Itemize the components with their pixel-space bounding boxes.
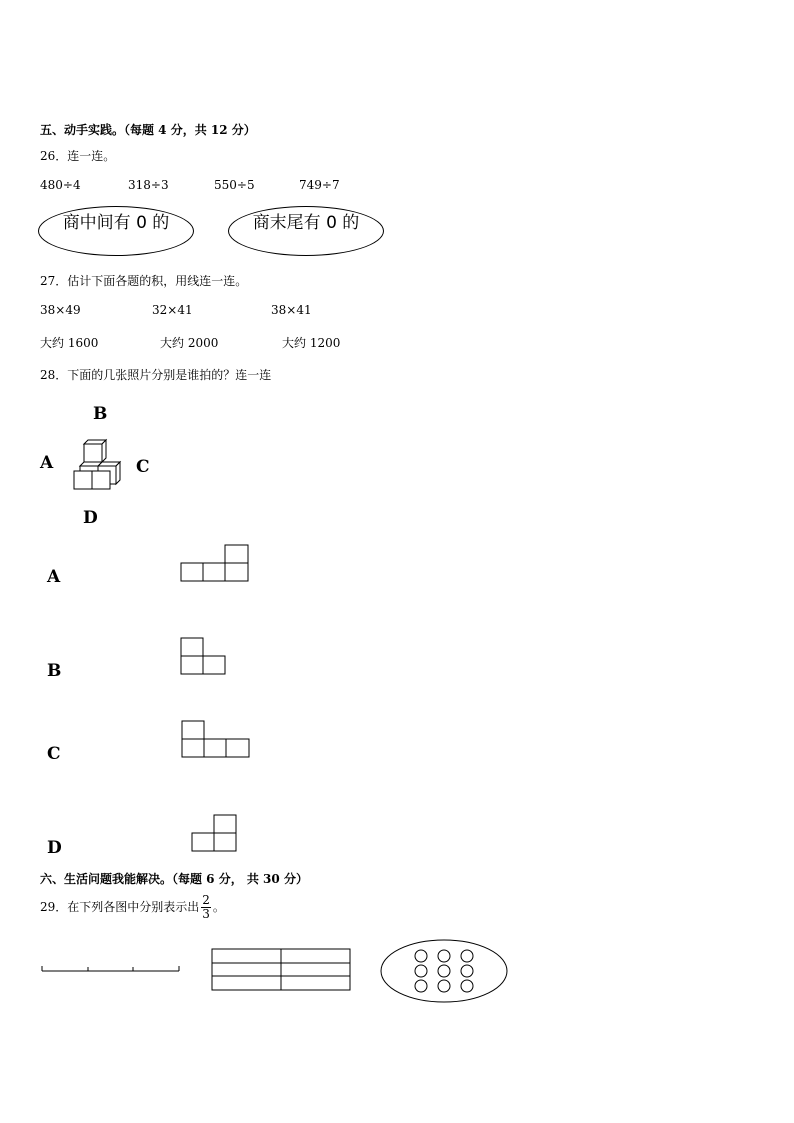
fraction-denominator: 3 xyxy=(202,907,210,921)
division-item-1: 480÷4 xyxy=(40,178,81,192)
question-29-text: 29．在下列各图中分别表示出 xyxy=(40,900,200,914)
fraction-numerator: 2 xyxy=(202,893,210,907)
question-26-stem: 26．连一连。 xyxy=(40,149,116,163)
oval-middle-zero-label: 商中间有 0 的 xyxy=(62,213,170,233)
oval-end-zero-label: 商末尾有 0 的 xyxy=(252,213,360,233)
photo-label-b: B xyxy=(47,661,62,681)
estimate-answer-2: 大约 2000 xyxy=(160,336,219,350)
estimate-answer-3: 大约 1200 xyxy=(282,336,341,350)
photo-label-c: C xyxy=(47,744,61,764)
photo-label-d: D xyxy=(47,838,62,858)
multiplication-item-3: 38×41 xyxy=(271,303,312,317)
division-item-2: 318÷3 xyxy=(128,178,169,192)
division-item-3: 550÷5 xyxy=(214,178,255,192)
photo-label-a: A xyxy=(47,567,61,587)
viewer-label-d: D xyxy=(83,508,98,528)
viewer-label-c: C xyxy=(136,457,150,477)
section-6-title: 六、生活问题我能解决。（每题 6 分， 共 30 分） xyxy=(40,872,308,886)
viewer-label-b: B xyxy=(93,404,108,424)
estimate-answer-1: 大约 1600 xyxy=(40,336,99,350)
question-27-stem: 27．估计下面各题的积，用线连一连。 xyxy=(40,274,248,288)
viewer-label-a: A xyxy=(40,453,54,473)
multiplication-item-2: 32×41 xyxy=(152,303,193,317)
question-28-stem: 28．下面的几张照片分别是谁拍的？连一连 xyxy=(40,368,272,382)
division-item-4: 749÷7 xyxy=(299,178,340,192)
multiplication-item-1: 38×49 xyxy=(40,303,81,317)
question-29-end: 。 xyxy=(212,900,225,914)
section-5-title: 五、动手实践。（每题 4 分，共 12 分） xyxy=(40,123,256,137)
